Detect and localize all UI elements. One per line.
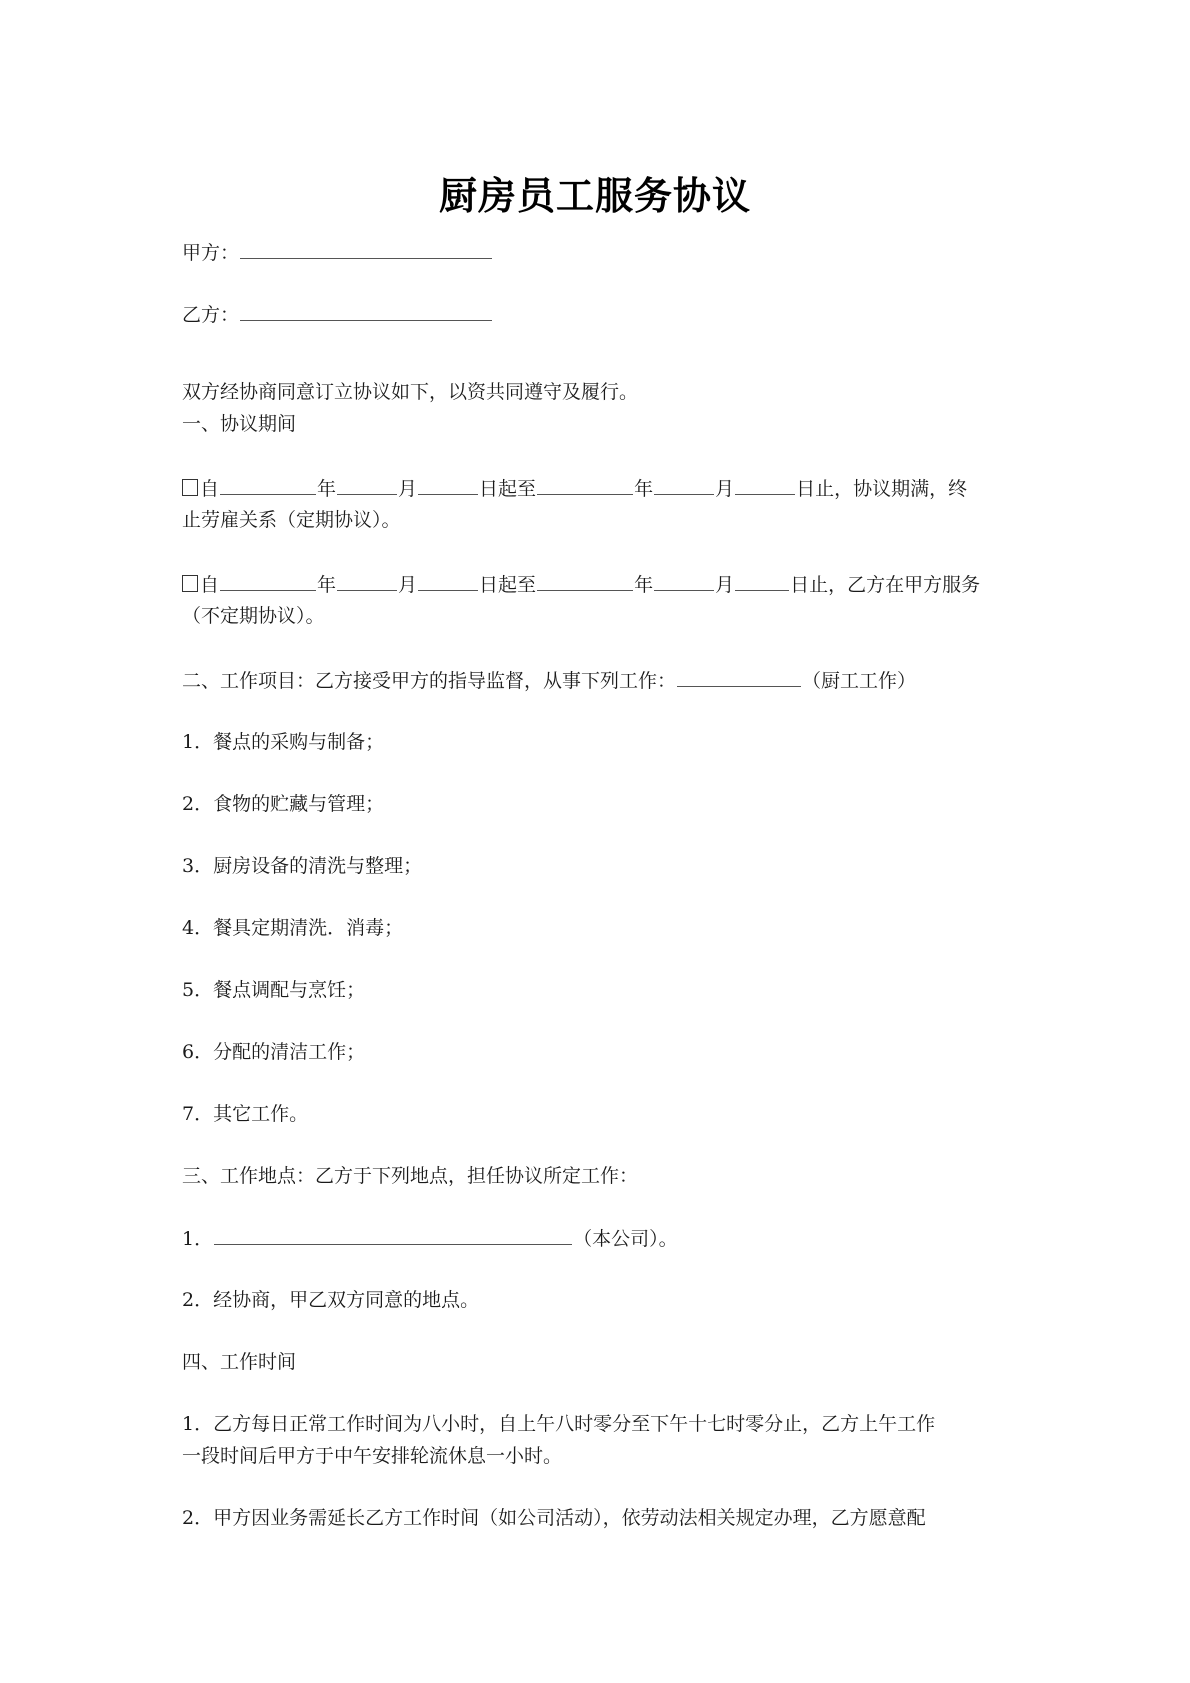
- end-day-field[interactable]: [735, 572, 789, 591]
- label-year: 年: [634, 478, 654, 500]
- section1-heading: 一、协议期间: [182, 413, 297, 435]
- start-year-field[interactable]: [220, 572, 316, 591]
- end-month-field[interactable]: [654, 476, 714, 495]
- hours-item-1-line2: 一段时间后甲方于中午安排轮流休息一小时。: [182, 1445, 563, 1467]
- term-option-open-line2: （不定期协议）。: [182, 605, 325, 627]
- document-title: 厨房员工服务协议: [438, 174, 751, 218]
- party-a-field[interactable]: [240, 240, 492, 259]
- open-term-checkbox[interactable]: [182, 575, 198, 592]
- label-from: 自: [200, 478, 220, 500]
- start-month-field[interactable]: [337, 572, 397, 591]
- label-tail: 日止，乙方在甲方服务: [790, 574, 981, 596]
- duty-item: 6．分配的清洁工作；: [182, 1041, 366, 1063]
- hours-item-1-line1: 1．乙方每日正常工作时间为八小时，自上午八时零分至下午十七时零分止，乙方上午工作: [182, 1413, 936, 1435]
- job-title-field[interactable]: [677, 668, 801, 687]
- duty-item: 3．厨房设备的清洗与整理；: [182, 855, 423, 877]
- start-year-field[interactable]: [220, 476, 316, 495]
- start-day-field[interactable]: [418, 476, 478, 495]
- location-field[interactable]: [214, 1226, 572, 1245]
- term-option-open: [182, 572, 980, 597]
- hours-item-2-line1: 2．甲方因业务需延长乙方工作时间（如公司活动），依劳动法相关规定办理，乙方愿意配: [182, 1507, 926, 1529]
- label-year: 年: [634, 574, 654, 596]
- duty-item: 5．餐点调配与烹饪；: [182, 979, 366, 1001]
- end-day-field[interactable]: [735, 476, 795, 495]
- section4-heading: 四、工作时间: [182, 1351, 297, 1373]
- duty-item: 4．餐具定期清洗．消毒；: [182, 917, 404, 939]
- duty-item: 1．餐点的采购与制备；: [182, 731, 385, 753]
- label-tail: 日止，协议期满，终: [796, 478, 968, 500]
- party-a-line: [182, 240, 493, 265]
- label-month: 月: [398, 478, 418, 500]
- party-a-label: 甲方：: [182, 242, 240, 264]
- label-from: 自: [200, 574, 220, 596]
- label-day-from: 日起至: [479, 478, 537, 500]
- location-item-1: [182, 1226, 678, 1251]
- label-month: 月: [715, 478, 735, 500]
- term-option-fixed-line2: 止劳雇关系（定期协议）。: [182, 509, 401, 531]
- section2-heading-suffix: （厨工工作）: [802, 670, 917, 692]
- location-item-2: 2．经协商，甲乙双方同意的地点。: [182, 1289, 480, 1311]
- label-month: 月: [398, 574, 418, 596]
- party-b-line: [182, 302, 493, 327]
- location-item-1-suffix: （本公司）。: [573, 1228, 678, 1250]
- party-b-field[interactable]: [240, 302, 492, 321]
- fixed-term-checkbox[interactable]: [182, 479, 198, 496]
- intro-text: 双方经协商同意订立协议如下，以资共同遵守及履行。: [182, 381, 639, 403]
- duty-item: 2．食物的贮藏与管理；: [182, 793, 385, 815]
- duty-item: 7．其它工作。: [182, 1103, 309, 1125]
- start-day-field[interactable]: [418, 572, 478, 591]
- label-year: 年: [317, 574, 337, 596]
- start-month-field[interactable]: [337, 476, 397, 495]
- end-year-field[interactable]: [537, 572, 633, 591]
- label-month: 月: [715, 574, 735, 596]
- label-day-from: 日起至: [479, 574, 537, 596]
- location-item-1-number: 1．: [182, 1228, 214, 1250]
- section3-heading: 三、工作地点：乙方于下列地点，担任协议所定工作：: [182, 1165, 639, 1187]
- label-year: 年: [317, 478, 337, 500]
- term-option-fixed: [182, 476, 967, 501]
- section2-heading: [182, 668, 916, 693]
- end-month-field[interactable]: [654, 572, 714, 591]
- party-b-label: 乙方：: [182, 304, 240, 326]
- end-year-field[interactable]: [537, 476, 633, 495]
- section2-heading-text: 二、工作项目：乙方接受甲方的指导监督，从事下列工作：: [182, 670, 677, 692]
